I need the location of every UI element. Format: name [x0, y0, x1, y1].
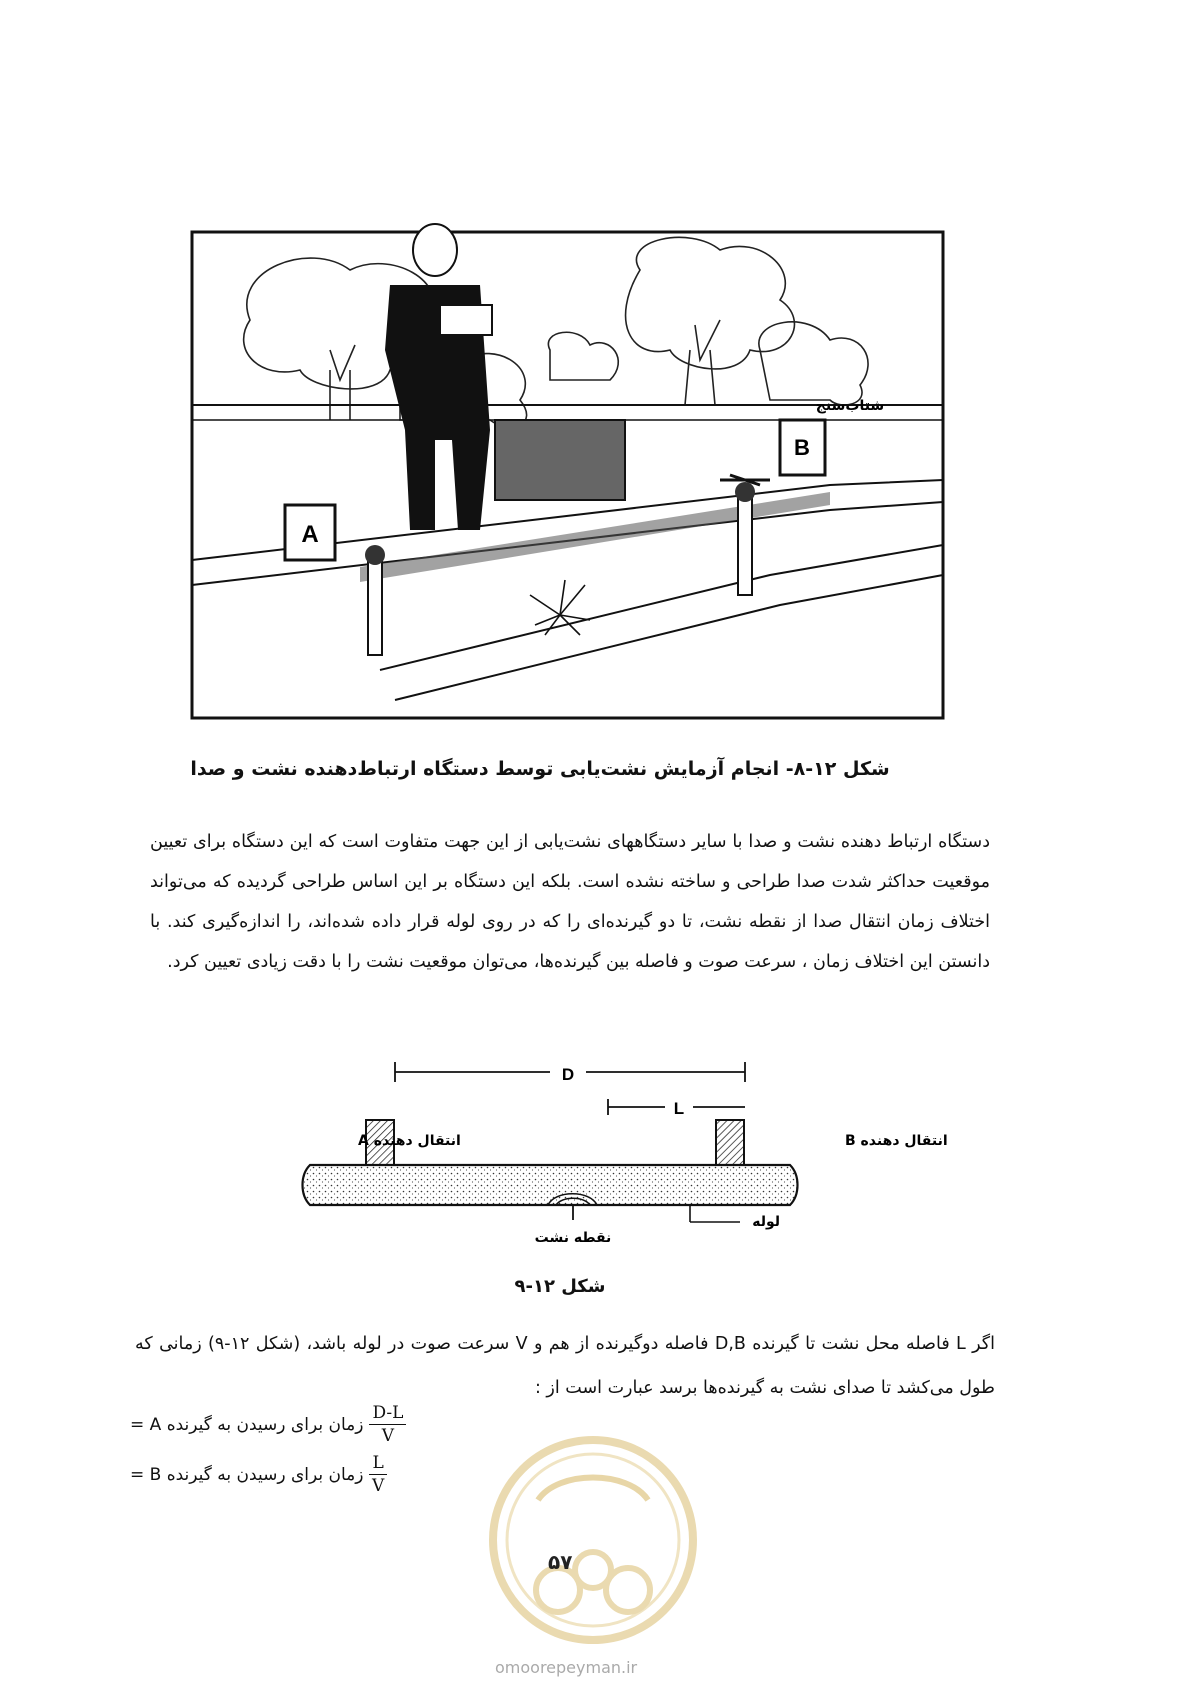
pipe-label: لوله: [752, 1214, 780, 1230]
transmitter-b-label: انتقال دهنده B: [845, 1133, 948, 1149]
equation-b-numerator: L: [369, 1452, 386, 1475]
figure-caption-2: شکل ۱۲-۹: [514, 1276, 606, 1297]
website-watermark: omoorepeyman.ir: [495, 1658, 638, 1677]
leak-point-label: نقطه نشت: [534, 1230, 612, 1246]
body-paragraph-1: دستگاه ارتباط دهنده نشت و صدا با سایر دستگاههای نشت‌یابی از این جهت متفاوت است که این دستگاه برای تعیین موقعیت حداکثر شدت صدا طراحی و ساخته نشده است. بلکه این دستگاه بر این اساس طراحی گردیده که می‌تواند اختلاف زمان انتقال صدا از نقطه نشت، تا دو گیرنده‌ای را که در روی لوله قرار داده شده‌اند، را اندازه‌گیری کند. با دانستن این اختلاف زمان ، سرعت صوت و فاصله بین گیرنده‌ها، می‌توان موقعیت نشت را با دقت زیادی تعیین کرد.: [150, 832, 990, 972]
equation-a: [130, 1402, 406, 1447]
svg-text:A: A: [301, 521, 319, 548]
transmitter-box-a: [285, 505, 335, 560]
transmitter-a-label: انتقال دهنده A: [358, 1133, 461, 1149]
dimension-l-label: L: [673, 1099, 685, 1118]
dimension-d-label: D: [561, 1065, 575, 1084]
transmitter-b: [716, 1120, 744, 1165]
equation-b-fraction: [369, 1452, 386, 1497]
leak-test-illustration: [190, 230, 945, 720]
equation-b: [130, 1452, 387, 1497]
body-paragraph-2: اگر L فاصله محل نشت تا گیرنده D,B فاصله دوگیرنده از هم و V سرعت صوت در لوله باشد، (شکل ۱۲-۹) زمانی که طول می‌کشد تا صدای نشت به گیرنده‌ها برسد عبارت است از :: [135, 1334, 995, 1398]
equation-a-denominator: V: [381, 1426, 395, 1446]
equation-a-fraction: [369, 1402, 406, 1447]
equation-b-text: زمان برای رسیدن به گیرنده B =: [130, 1464, 364, 1485]
figure-caption-1: شکل ۱۲-۸- انجام آزمایش نشت‌یابی توسط دستگاه ارتباط‌دهنده نشت و صدا: [190, 758, 890, 780]
equation-a-numerator: D-L: [369, 1402, 406, 1425]
equation-a-text: زمان برای رسیدن به گیرنده A =: [130, 1414, 364, 1435]
watermark-logo: [478, 1430, 708, 1650]
svg-text:B: B: [794, 435, 810, 460]
accelerometer-label: شتاب‌سنج: [815, 398, 885, 414]
equation-b-denominator: V: [371, 1476, 385, 1496]
pipe-schematic: [300, 1052, 948, 1252]
page-number: ۵۷: [548, 1550, 573, 1574]
pipe: [303, 1165, 798, 1205]
transmitter-box-b: [780, 420, 825, 475]
